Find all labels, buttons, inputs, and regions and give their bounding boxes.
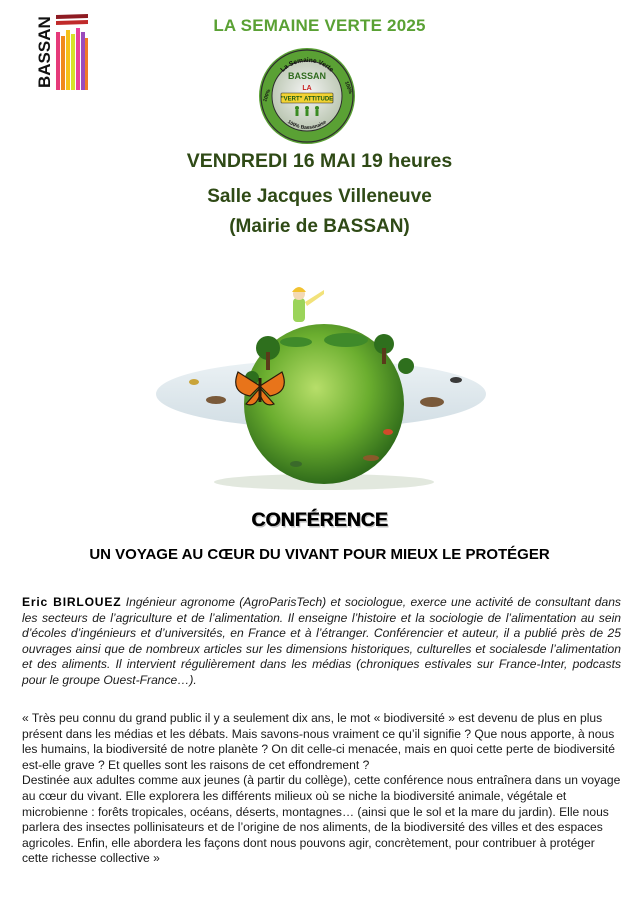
- event-venue: Salle Jacques Villeneuve: [207, 186, 432, 207]
- emblem-banner: "VERT" ATTITUDE: [280, 96, 334, 103]
- event-venue-detail: (Mairie de BASSAN): [229, 216, 410, 237]
- speaker-bio-paragraph: [22, 595, 621, 689]
- abstract-paragraph: Destinée aux adultes comme aux jeunes (à partir du collège), cette conférence nous entraînera dans un voyage au cœur du vivant. Elle explorera les différents milieux où se niche la biodiversité animale, végétale et microbienne : forêts tropicales, océans, déserts, montagnes… (ainsi que le sol et la mare du jardin). Elle nous parlera des insectes pollinisateurs et de l’origine de nos aliments, de la biodiversité des villes et des espaces agricoles. Enfin, elle abordera les façons dont nous pouvons agir, concrètement, pour contribuer à protéger cette richesse collective »: [22, 773, 621, 866]
- conference-subtitle: UN VOYAGE AU CŒUR DU VIVANT POUR MIEUX LE PROTÉGER: [89, 546, 550, 563]
- emblem-ring-top: La Semaine Verte: [279, 56, 335, 74]
- event-date: VENDREDI 16 MAI 19 heures: [186, 150, 453, 172]
- emblem-center-top: BASSAN: [287, 71, 327, 81]
- emblem-ring-bottom: 100% Bassanaise: [286, 119, 328, 131]
- emblem-center-middle: LA: [302, 85, 312, 92]
- emblem-ring-left: 100%: [262, 88, 273, 103]
- conference-title: CONFÉRENCE: [251, 509, 388, 531]
- abstract-paragraph: « Très peu connu du grand public il y a seulement dix ans, le mot « biodiversité » est devenu de plus en plus présent dans les médias et les débats. Mais savons-nous vraiment ce qu’il signifie ? Que nous apporte, à nous les humains, la biodiversité de notre planète ? On dit celle-ci menacée, mais en quoi cette perte de biodiversité est-elle grave ? Et quelles sont les raisons de cet effondrement ?: [22, 711, 615, 772]
- conference-abstract: [22, 711, 621, 867]
- logo-wordmark: BASSAN: [35, 16, 54, 88]
- emblem-ring-right: 100%: [343, 80, 354, 95]
- speaker-name: Eric BIRLOUEZ: [22, 595, 122, 609]
- little-prince-figure: [292, 287, 324, 322]
- event-title: LA SEMAINE VERTE 2025: [213, 16, 426, 35]
- vert-attitude-emblem: [257, 46, 357, 146]
- speaker-bio: Ingénieur agronome (AgroParisTech) et sociologue, exerce une activité de consultant dans les secteurs de l’agriculture et de l’alimentation. Il enseigne l’histoire et la sociologie de l’alimentation au sein d’écoles d’ingénieurs et d’universités, en France et à l’étranger. Conférencier et auteur, il a publié près de 25 ouvrages ainsi que de nombreux articles sur les dimensions historiques, culturelles et socialesde l’alimentation et des aliments. Il intervient régulièrement dans les médias (chroniques estivales sur France-Inter, podcasts pour le groupe Ouest-France…).: [22, 595, 621, 687]
- biodiversity-earth-illustration: [156, 282, 486, 492]
